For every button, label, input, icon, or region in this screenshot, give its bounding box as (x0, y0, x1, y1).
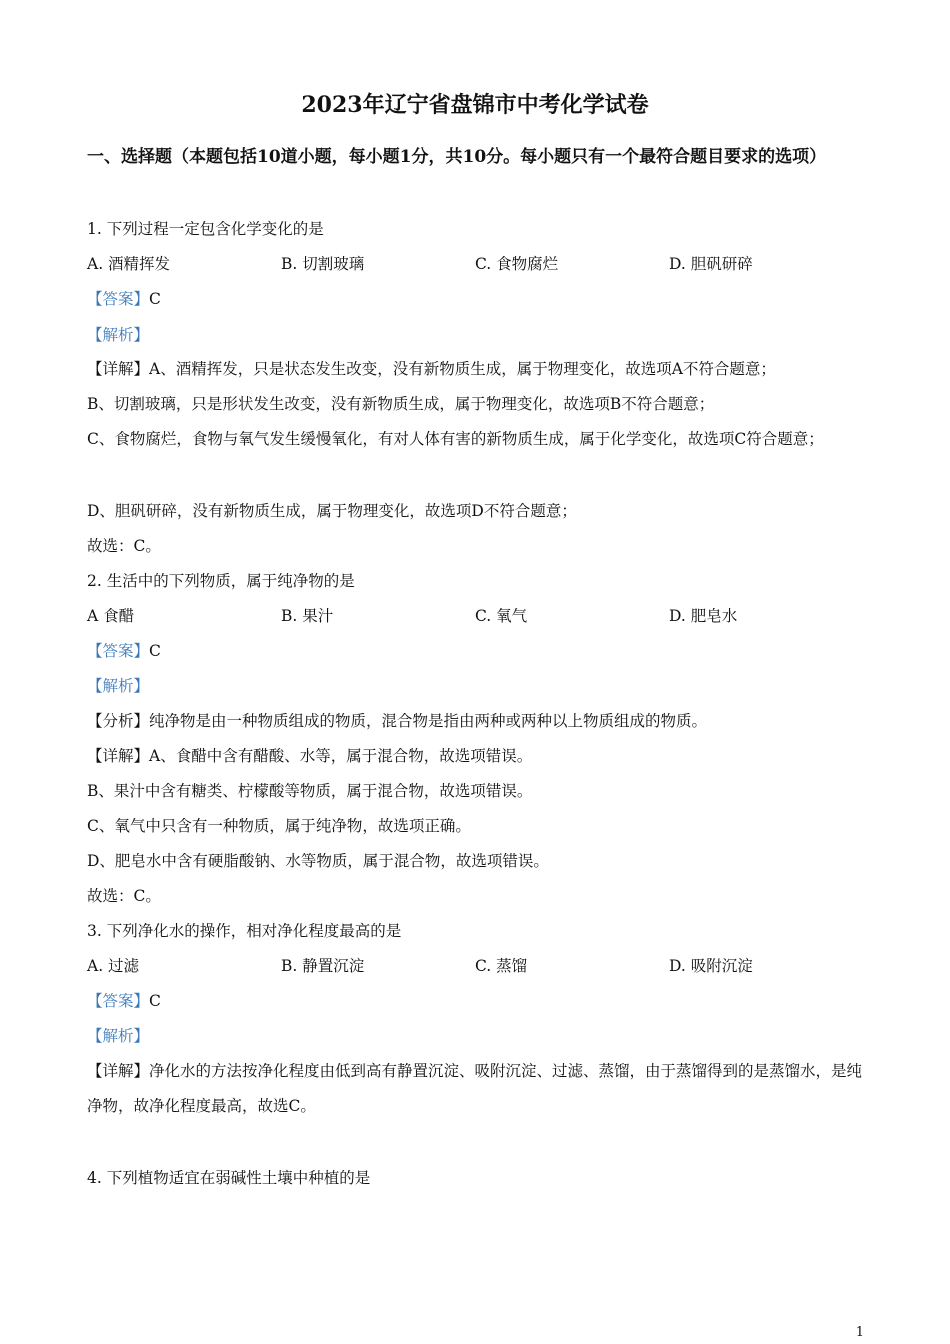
q2-detail-2: B、果汁中含有糖类、柠檬酸等物质，属于混合物，故选项错误。 (87, 782, 533, 800)
q3-option-a: A. 过滤 (87, 957, 140, 975)
detail-text: A、酒精挥发，只是状态发生改变，没有新物质生成，属于物理变化，故选项A不符合题意； (149, 360, 776, 378)
q2-answer (87, 634, 877, 669)
q2-option-c: C. 氧气 (475, 607, 528, 625)
detail-label: 【详解】 (87, 360, 150, 378)
q2-fenxi (87, 704, 877, 739)
answer-label: 【答案】 (87, 642, 150, 660)
fenxi-text: 纯净物是由一种物质组成的物质，混合物是指由两种或两种以上物质组成的物质。 (149, 712, 708, 730)
detail-label: 【详解】 (87, 747, 150, 765)
detail-text: A、食醋中含有醋酸、水等，属于混合物，故选项错误。 (149, 747, 533, 765)
q1-detail-3: C、食物腐烂，食物与氧气发生缓慢氧化，有对人体有害的新物质生成，属于化学变化，故选项C符合题意； (87, 430, 824, 448)
answer-value: C (149, 992, 161, 1010)
q3-detail (87, 1054, 877, 1124)
question-2-stem: 2. 生活中的下列物质，属于纯净物的是 (87, 572, 355, 590)
answer-value: C (149, 290, 161, 308)
q2-analysis-label: 【解析】 (87, 677, 150, 695)
q2-detail-1 (87, 739, 877, 774)
q1-analysis-label: 【解析】 (87, 326, 150, 344)
question-3-stem: 3. 下列净化水的操作，相对净化程度最高的是 (87, 922, 402, 940)
answer-value: C (149, 642, 161, 660)
q1-answer (87, 282, 877, 317)
q2-conclusion: 故选：C。 (87, 887, 161, 905)
detail-label: 【详解】 (87, 1062, 150, 1080)
q1-detail-1 (87, 352, 877, 387)
q1-option-d: D. 胆矾研碎 (669, 255, 753, 273)
q1-option-b: B. 切割玻璃 (281, 255, 365, 273)
question-1-stem: 1. 下列过程一定包含化学变化的是 (87, 220, 324, 238)
q2-option-a: A 食醋 (87, 607, 135, 625)
page-number: 1 (855, 1325, 864, 1340)
q2-option-b: B. 果汁 (281, 607, 334, 625)
answer-label: 【答案】 (87, 290, 150, 308)
q2-detail-3: C、氧气中只含有一种物质，属于纯净物，故选项正确。 (87, 817, 471, 835)
q3-analysis-label: 【解析】 (87, 1027, 150, 1045)
q1-option-a: A. 酒精挥发 (87, 255, 171, 273)
fenxi-label: 【分析】 (87, 712, 150, 730)
section-heading: 一、选择题（本题包括10道小题，每小题1分，共10分。每小题只有一个最符合题目要求的选项） (87, 147, 827, 167)
q1-option-c: C. 食物腐烂 (475, 255, 559, 273)
q3-option-c: C. 蒸馏 (475, 957, 528, 975)
q1-detail-2: B、切割玻璃，只是形状发生改变，没有新物质生成，属于物理变化，故选项B不符合题意； (87, 395, 715, 413)
q2-option-d: D. 肥皂水 (669, 607, 738, 625)
q1-detail-4: D、胆矾研碎，没有新物质生成，属于物理变化，故选项D不符合题意； (87, 502, 577, 520)
page-title: 2023年辽宁省盘锦市中考化学试卷 (301, 92, 649, 118)
question-4-stem: 4. 下列植物适宜在弱碱性土壤中种植的是 (87, 1169, 371, 1187)
q2-detail-4: D、肥皂水中含有硬脂酸钠、水等物质，属于混合物，故选项错误。 (87, 852, 549, 870)
detail-text: 净化水的方法按净化程度由低到高有静置沉淀、吸附沉淀、过滤、蒸馏，由于蒸馏得到的是蒸馏水，是纯净物，故净化程度最高，故选C。 (87, 1062, 863, 1115)
q1-conclusion: 故选：C。 (87, 537, 161, 555)
q3-option-d: D. 吸附沉淀 (669, 957, 753, 975)
q3-answer (87, 984, 877, 1019)
q3-option-b: B. 静置沉淀 (281, 957, 365, 975)
answer-label: 【答案】 (87, 992, 150, 1010)
